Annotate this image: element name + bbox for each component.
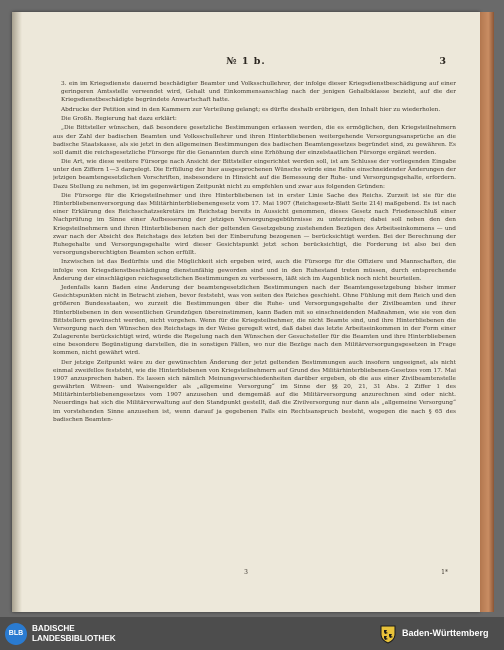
library-name-line2: LANDESBIBLIOTHEK [32, 634, 116, 643]
blb-logo-icon[interactable]: BLB [5, 623, 27, 645]
paragraph: Der jetzige Zeitpunkt wäre zu der gewünschten Änderung der jetzt geltenden Bestimmungen auch insofern ungeeignet, als nicht einmal zweifellos feststeht, wie die Hinterbliebenen von Kriegsteilnehmern auf Grund des Militärhinterbliebenen-Gesetzes vom 17. Mai 1907 anzusprechen haben. Es lassen sich nämlich Meinungsverschiedenheiten darüber ergeben, ob die aus einer Zivilbeamtenstelle gewährten Witwen- und Waisengelder als „allgemeine Versorgung“ im Sinne der §§ 20, 21, 31 Abs. 2 Ziffer 1 des Militärhinterbliebenengesetzes vom 1907 anzusehen und demgemäß auf die Militärversorgung anzurechnen sind oder nicht. Neuerdings hat sich die Militärverwaltung auf den Standpunkt gestellt, daß die Zivilversorgung nur dann als „allgemeine Versorgung“ im vorstehenden Sinne anzusehen ist, wenn darauf ja gegebenen Falls ein Rechtsanspruch besteht, wogegen die nach § 65 des badischen Beamten- [53, 359, 456, 423]
paragraph: 3. ein im Kriegsdienste dauernd beschädigter Beamter und Volksschullehrer, der infolge dieser Kriegsdienstbeschädigung auf einer geringeren Amtsstelle verwendet wird, Gehalt und Einkommensanschlag nach der jenigen Gehaltsklasse bezieht, auf die der Kriegsdienstbeschädigte begründete Anwartschaft hatte. [61, 81, 456, 104]
page-footer-number: 3 [244, 569, 248, 576]
document-number: № 1 b. [226, 56, 266, 67]
page-binding [12, 12, 22, 612]
library-name-line1: BADISCHE [32, 624, 75, 633]
paragraph: Abdrucke der Petition sind in den Kammern zur Verteilung gelangt; es dürfte deshalb erübrigen, den Inhalt hier zu wiederholen. [61, 106, 441, 113]
paragraph: Die Großh. Regierung hat dazu erklärt: [61, 116, 177, 122]
page-body [53, 80, 456, 564]
page-header [42, 56, 450, 70]
paragraph: Die Art, wie diese weitere Fürsorge nach Ansicht der Bittsteller eingerichtet werden soll, ist am Schlusse der vorliegenden Eingabe unter den Ziffern 1—3 dargelegt. Die Erfüllung der hier ausgesprochenen Wünsche würde eine Reihe einschneidender Änderungen der jetzigen beamtengesetzlichen Vorschriften, insbesondere in Hinsicht auf die Bemessung der Ruhe- und Versorgungsgehalte, erfordern. Dazu Stellung zu nehmen, ist im gegenwärtigen Zeitpunkt nicht zu empfehlen und zwar aus folgenden Gründen: [53, 159, 456, 190]
branding-bar [0, 617, 504, 650]
paragraph: „Die Bittsteller wünschen, daß besondere gesetzliche Bestimmungen erlassen werden, die es ermöglichen, den Kriegsteilnehmern aus der Zahl der badischen Beamten und Volksschullehrer und ihren Hinterbliebenen weitergehende Versorgungsansprüche an die badische Staatskasse, als sie jetzt in den allgemeinen Bestimmungen des badischen Beamtengesetzes begründet sind, zu gewähren. Es soll damit die reichsgesetzliche Fürsorge für die Genannten durch eine Erhöhung der einzelstaatlichen Fürsorge ergänzt werden. [53, 125, 456, 156]
coat-of-arms-icon[interactable] [378, 624, 398, 644]
paragraph: Jedenfalls kann Baden eine Änderung der beamtengesetzlichen Bestimmungen nach der Beamtengesetzgebung bisher immer Gesichtspunkten nicht in Betracht ziehen, bevor feststeht, was von seiten des Reiches geschieht. Ohne Fühlung mit dem Reich und den größeren Bundesstaaten, wo zurzeit die Bestimmungen über die Ruhe- und Versorgungsgehalte der Zivilbeamten und ihrer Hinterbliebenen in den wesentlichen Grundzügen übereinstimmen, kann Baden mit so einschneidenden Maßnahmen, wie sie von den Bittstellern gewünscht werden, nicht vorgehen. Wenn für die Kriegsteilnehmer, die nicht Beamte sind, und ihre Hinterbliebenen die Versorgung nach den Wünschen des Reichstags in der Weise geregelt wird, daß dabei das letzte Arbeitseinkommen in der Form einer Zulagerente berücksichtigt wird, würde die Regelung nach den Wünschen der Gesuchsteller für die Beamten und ihre Hinterbliebenen eine besondere Begünstigung darstellen, die in sonstigen Fällen, wo nur die Bezüge nach den Militärversorgungsgesetzen in Frage kommen, nicht gewährt wird. [53, 285, 456, 357]
signature-mark: 1* [441, 569, 448, 576]
paragraph: Die Fürsorge für die Kriegsteilnehmer und ihre Hinterbliebenen ist in erster Linie Sache des Reichs. Zurzeit ist sie für die Hinterbliebenenversorgung das Militärhinterbliebenengesetz vom 17. Mai 1907 (Reichsgesetz-Blatt Seite 214) maßgebend. Es ist nach einer Erklärung des Reichsschatzsekretärs im Reichstag bereits in Aussicht genommen, dieses Gesetz nach Friedensschluß einer Nachprüfung im Sinne einer Aufbesserung der jetzigen Versorgungsgebührnisse zu unterziehen; dabei soll neben den den Kriegsteilnehmern und ihren Hinterbliebenen nach der geltenden Gesetzgebung zustehenden Bezügen des Arbeitseinkommens — und zwar nach der Absicht des Reichstags des letzten bei der Einberufung bezogenen — berücksichtigt werden. Bei der Berechnung der Ruhegehalte und Versorgungsgehalte wird dieser Gesichtspunkt jetzt schon berücksichtigt, die Forderung ist also bei den versorgungsberechtigten Beamten schon erfüllt. [53, 192, 456, 257]
document-page [12, 12, 480, 612]
page-number-top: 3 [439, 56, 446, 67]
state-name[interactable]: Baden-Württemberg [402, 628, 489, 638]
book-edge [480, 12, 494, 612]
paragraph: Inzwischen ist das Bedürfnis und die Möglichkeit sich ergeben wird, auch die Fürsorge für die Offiziere und Mannschaften, die infolge von Kriegsdienstbeschädigung dienstunfähig geworden sind und in den Ruhestand treten müssen, durch entsprechende Änderung der einschlägigen reichsgesetzlichen Bestimmungen zu verbessern, läßt sich im Augenblick noch nicht beurteilen. [53, 259, 456, 282]
library-name[interactable] [32, 624, 116, 644]
